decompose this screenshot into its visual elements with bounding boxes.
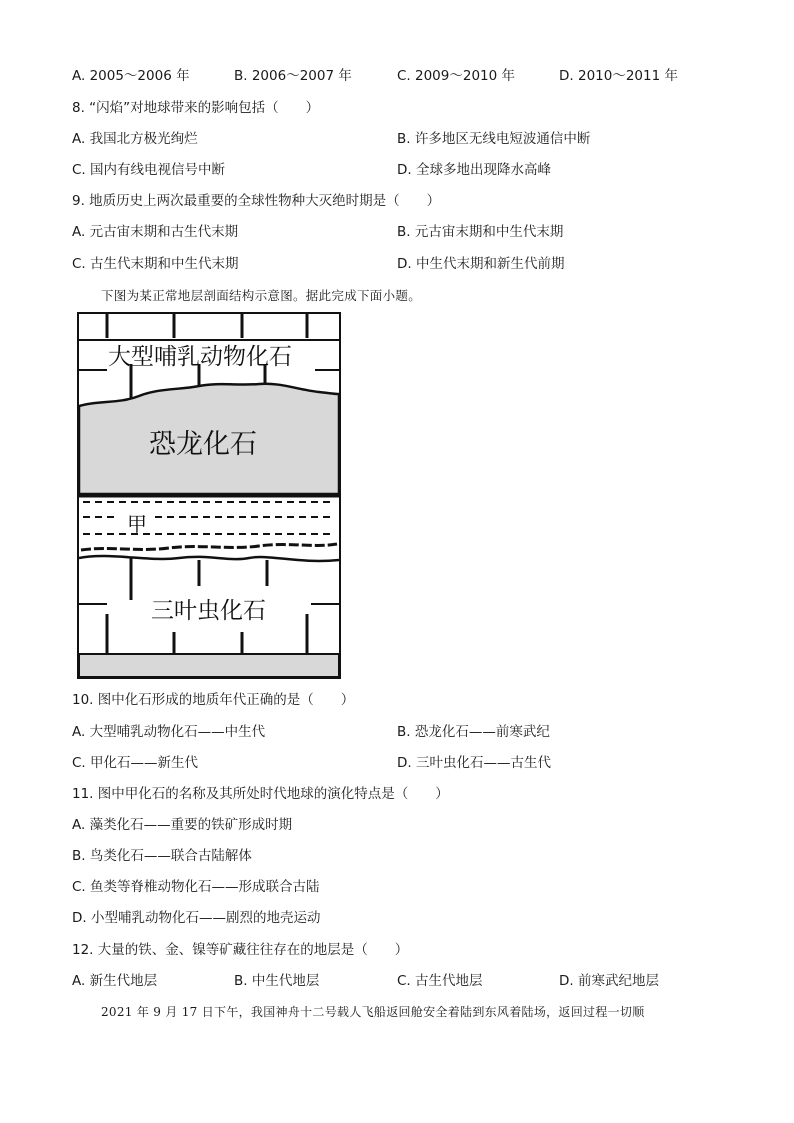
- q10-option-b: B. 恐龙化石——前寒武纪: [397, 724, 550, 740]
- label-trilobite-fossil: 三叶虫化石: [151, 598, 266, 624]
- diagram-intro: 下图为某正常地层剖面结构示意图。据此完成下面小题。: [101, 288, 422, 303]
- q12-stem: 12. 大量的铁、金、镍等矿藏往往存在的地层是（ ）: [72, 942, 409, 958]
- bottom-layer: [79, 654, 339, 677]
- q10-option-c: C. 甲化石——新生代: [72, 755, 199, 771]
- q8-stem: 8. “闪焰”对地球带来的影响包括（ ）: [72, 100, 320, 116]
- q10-option-d: D. 三叶虫化石——古生代: [397, 755, 551, 771]
- q9-option-c: C. 古生代末期和中生代末期: [72, 256, 239, 272]
- q8-option-a: A. 我国北方极光绚烂: [72, 131, 198, 147]
- jia-layer: [79, 496, 339, 550]
- q11-option-d: D. 小型哺乳动物化石——剧烈的地壳运动: [72, 910, 321, 926]
- q9-option-a: A. 元古宙末期和古生代末期: [72, 224, 239, 240]
- q7-option-d: D. 2010～2011 年: [559, 68, 678, 84]
- label-dinosaur-fossil: 恐龙化石: [149, 429, 257, 460]
- q10-option-a: A. 大型哺乳动物化石——中生代: [72, 724, 266, 740]
- strata-diagram: [77, 312, 341, 679]
- q12-option-c: C. 古生代地层: [397, 973, 483, 989]
- q11-stem: 11. 图中甲化石的名称及其所处时代地球的演化特点是（ ）: [72, 786, 449, 802]
- label-jia: 甲: [127, 512, 147, 536]
- label-mammal-fossil: 大型哺乳动物化石: [108, 344, 292, 370]
- q12-option-b: B. 中生代地层: [234, 973, 320, 989]
- next-passage-text: 2021 年 9 月 17 日下午，我国神舟十二号载人飞船返回舱安全着陆到东风着陆场，返回过程一切顺: [101, 1005, 645, 1019]
- q8-option-d: D. 全球多地出现降水高峰: [397, 162, 551, 178]
- q11-option-a: A. 藻类化石——重要的铁矿形成时期: [72, 817, 293, 833]
- q11-option-c: C. 鱼类等脊椎动物化石——形成联合古陆: [72, 879, 320, 895]
- q12-option-a: A. 新生代地层: [72, 973, 158, 989]
- q9-option-d: D. 中生代末期和新生代前期: [397, 256, 565, 272]
- q8-option-c: C. 国内有线电视信号中断: [72, 162, 226, 178]
- q12-option-d: D. 前寒武纪地层: [559, 973, 659, 989]
- q7-option-a: A. 2005～2006 年: [72, 68, 190, 84]
- q11-option-b: B. 鸟类化石——联合古陆解体: [72, 848, 252, 864]
- q10-stem: 10. 图中化石形成的地质年代正确的是（ ）: [72, 692, 355, 708]
- q9-option-b: B. 元古宙末期和中生代末期: [397, 224, 564, 240]
- q9-stem: 9. 地质历史上两次最重要的全球性物种大灭绝时期是（ ）: [72, 193, 441, 209]
- q8-option-b: B. 许多地区无线电短波通信中断: [397, 131, 591, 147]
- q7-option-b: B. 2006～2007 年: [234, 68, 352, 84]
- q7-option-c: C. 2009～2010 年: [397, 68, 516, 84]
